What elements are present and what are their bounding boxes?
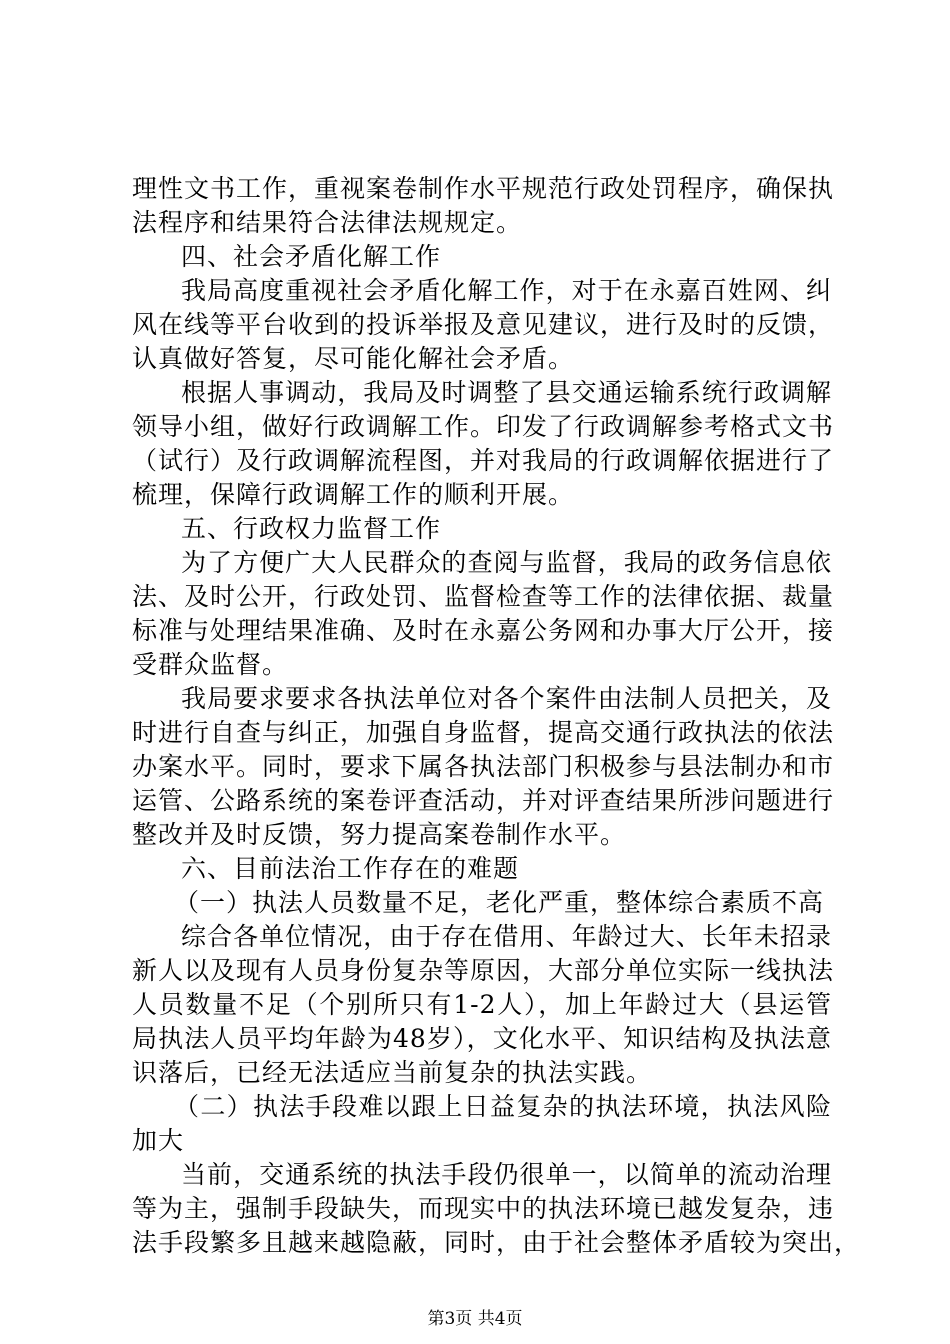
paragraph-line: 根据人事调动，我局及时调整了县交通运输系统行政调解 xyxy=(181,378,832,407)
page-number-footer: 第3页 共4页 xyxy=(427,1309,523,1329)
paragraph-line: 法程序和结果符合法律法规规定。 xyxy=(132,208,523,237)
paragraph-line: 认真做好答复，尽可能化解社会矛盾。 xyxy=(132,344,575,373)
paragraph-line: 我局要求要求各执法单位对各个案件由法制人员把关，及 xyxy=(181,684,832,713)
paragraph-line: 受群众监督。 xyxy=(132,650,289,679)
paragraph-line: 运管、公路系统的案卷评查活动，并对评查结果所涉问题进行 xyxy=(132,786,835,815)
paragraph-line: 领导小组，做好行政调解工作。印发了行政调解参考格式文书 xyxy=(132,412,835,441)
paragraph-line: 等为主，强制手段缺失，而现实中的执法环境已越发复杂，违 xyxy=(132,1194,835,1223)
paragraph-line: 识落后，已经无法适应当前复杂的执法实践。 xyxy=(132,1058,653,1087)
subsection-heading-2-continued: 加大 xyxy=(132,1126,185,1155)
paragraph-line: 局执法人员平均年龄为48岁），文化水平、知识结构及执法意 xyxy=(132,1024,832,1053)
paragraph-line: 理性文书工作，重视案卷制作水平规范行政处罚程序，确保执 xyxy=(132,174,835,203)
paragraph-line: 人员数量不足（个别所只有1-2人），加上年龄过大（县运管 xyxy=(132,990,832,1019)
paragraph-line: （试行）及行政调解流程图，并对我局的行政调解依据进行了 xyxy=(132,446,835,475)
paragraph-line: 为了方便广大人民群众的查阅与监督，我局的政务信息依 xyxy=(181,548,832,577)
paragraph-line: 法手段繁多且越来越隐蔽，同时，由于社会整体矛盾较为突出， xyxy=(132,1228,861,1257)
paragraph-line: 梳理，保障行政调解工作的顺利开展。 xyxy=(132,480,575,509)
subsection-heading-1: （一）执法人员数量不足，老化严重，整体综合素质不高 xyxy=(174,888,825,917)
section-heading-4: 四、社会矛盾化解工作 xyxy=(181,242,442,271)
paragraph-line: 时进行自查与纠正，加强自身监督，提高交通行政执法的依法 xyxy=(132,718,835,747)
paragraph-line: 法、及时公开，行政处罚、监督检查等工作的法律依据、裁量 xyxy=(132,582,835,611)
subsection-heading-2: （二）执法手段难以跟上日益复杂的执法环境，执法风险 xyxy=(174,1092,832,1121)
paragraph-line: 我局高度重视社会矛盾化解工作，对于在永嘉百姓网、纠 xyxy=(181,276,832,305)
paragraph-line: 办案水平。同时，要求下属各执法部门积极参与县法制办和市 xyxy=(132,752,835,781)
paragraph-line: 当前，交通系统的执法手段仍很单一，以简单的流动治理 xyxy=(181,1160,832,1189)
section-heading-5: 五、行政权力监督工作 xyxy=(181,514,442,543)
paragraph-line: 综合各单位情况，由于存在借用、年龄过大、长年未招录 xyxy=(181,922,832,951)
section-heading-6: 六、目前法治工作存在的难题 xyxy=(181,854,520,883)
paragraph-line: 整改并及时反馈，努力提高案卷制作水平。 xyxy=(132,820,627,849)
paragraph-line: 标准与处理结果准确、及时在永嘉公务网和办事大厅公开，接 xyxy=(132,616,835,645)
paragraph-line: 风在线等平台收到的投诉举报及意见建议，进行及时的反馈， xyxy=(132,310,835,339)
paragraph-line: 新人以及现有人员身份复杂等原因，大部分单位实际一线执法 xyxy=(132,956,835,985)
